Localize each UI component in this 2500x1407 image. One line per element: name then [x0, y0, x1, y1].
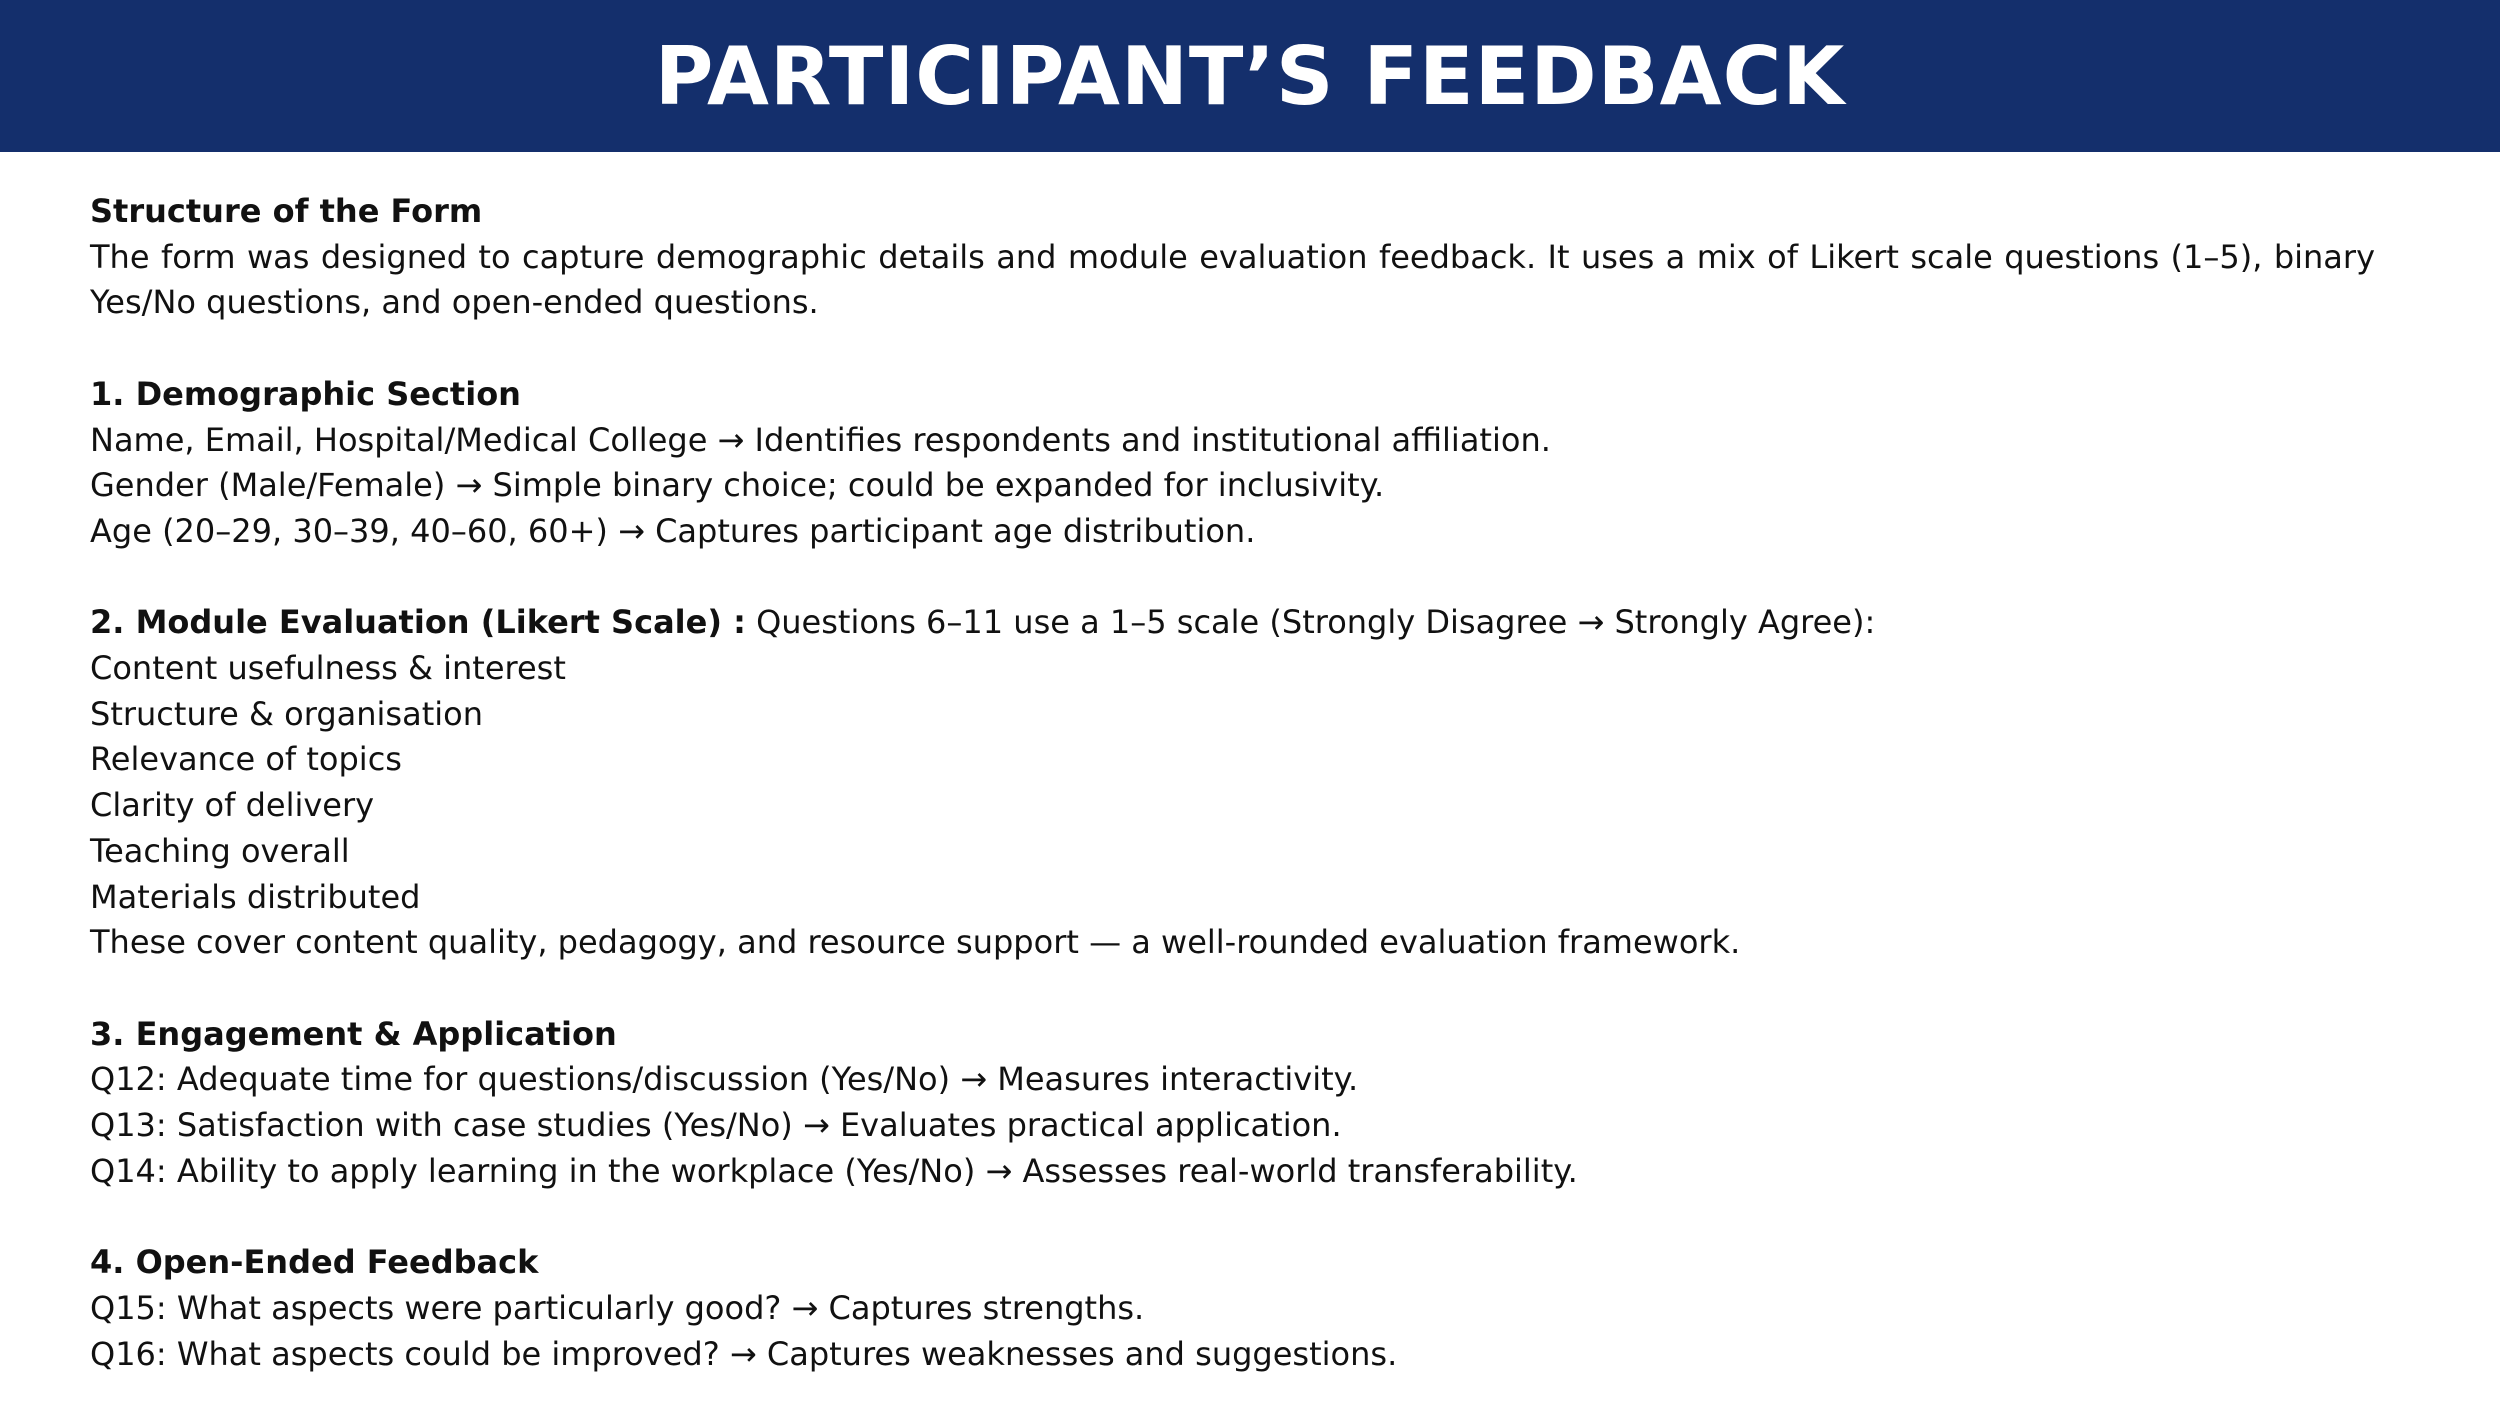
spacer: [90, 555, 2375, 601]
module-item: Materials distributed: [90, 877, 421, 916]
module-item: Teaching overall: [90, 831, 350, 870]
title-banner: [0, 0, 2500, 152]
module-heading: 2. Module Evaluation (Likert Scale) :: [90, 603, 746, 642]
structure-heading: Structure of the Form: [90, 192, 483, 230]
module-intro: Questions 6–11 use a 1–5 scale (Strongly Disagree → Strongly Agree):: [745, 603, 1876, 642]
page-title: PARTICIPANT’S FEEDBACK: [654, 30, 1846, 123]
spacer: [90, 1194, 2375, 1240]
engagement-heading: 3. Engagement & Application: [90, 1014, 617, 1053]
demographic-item: Age (20–29, 30–39, 40–60, 60+) → Captures participant age distribution.: [90, 511, 1256, 550]
demographic-section: [90, 372, 2375, 555]
spacer: [90, 326, 2375, 372]
demographic-heading: 1. Demographic Section: [90, 374, 521, 413]
open-ended-section: [90, 1240, 2375, 1377]
engagement-item: Q14: Ability to apply learning in the workplace (Yes/No) → Assesses real-world transferability.: [90, 1151, 1578, 1190]
engagement-item: Q13: Satisfaction with case studies (Yes/No) → Evaluates practical application.: [90, 1106, 1342, 1145]
engagement-item: Q12: Adequate time for questions/discussion (Yes/No) → Measures interactivity.: [90, 1060, 1359, 1099]
module-item: Clarity of delivery: [90, 786, 375, 825]
demographic-item: Gender (Male/Female) → Simple binary choice; could be expanded for inclusivity.: [90, 466, 1385, 505]
open-ended-heading: 4. Open-Ended Feedback: [90, 1243, 539, 1282]
document-body: [90, 189, 2375, 1377]
open-ended-item: Q15: What aspects were particularly good? → Captures strengths.: [90, 1288, 1145, 1327]
structure-section: [90, 189, 2375, 326]
spacer: [90, 966, 2375, 1012]
demographic-item: Name, Email, Hospital/Medical College → Identifies respondents and institutional affiliation.: [90, 420, 1551, 459]
module-item: Content usefulness & interest: [90, 649, 566, 687]
module-section: [90, 600, 2375, 966]
module-item: Structure & organisation: [90, 694, 483, 733]
open-ended-item: Q16: What aspects could be improved? → Captures weaknesses and suggestions.: [90, 1334, 1398, 1373]
structure-text: The form was designed to capture demographic details and module evaluation feedback. It uses a mix of Likert scale questions (1–5), binary Yes/No questions, and open-ended questions.: [90, 237, 2375, 322]
module-heading-line: [90, 600, 2375, 646]
module-item: Relevance of topics: [90, 740, 402, 779]
module-summary: These cover content quality, pedagogy, and resource support — a well-rounded evaluation framework.: [90, 923, 1741, 962]
engagement-section: [90, 1012, 2375, 1195]
